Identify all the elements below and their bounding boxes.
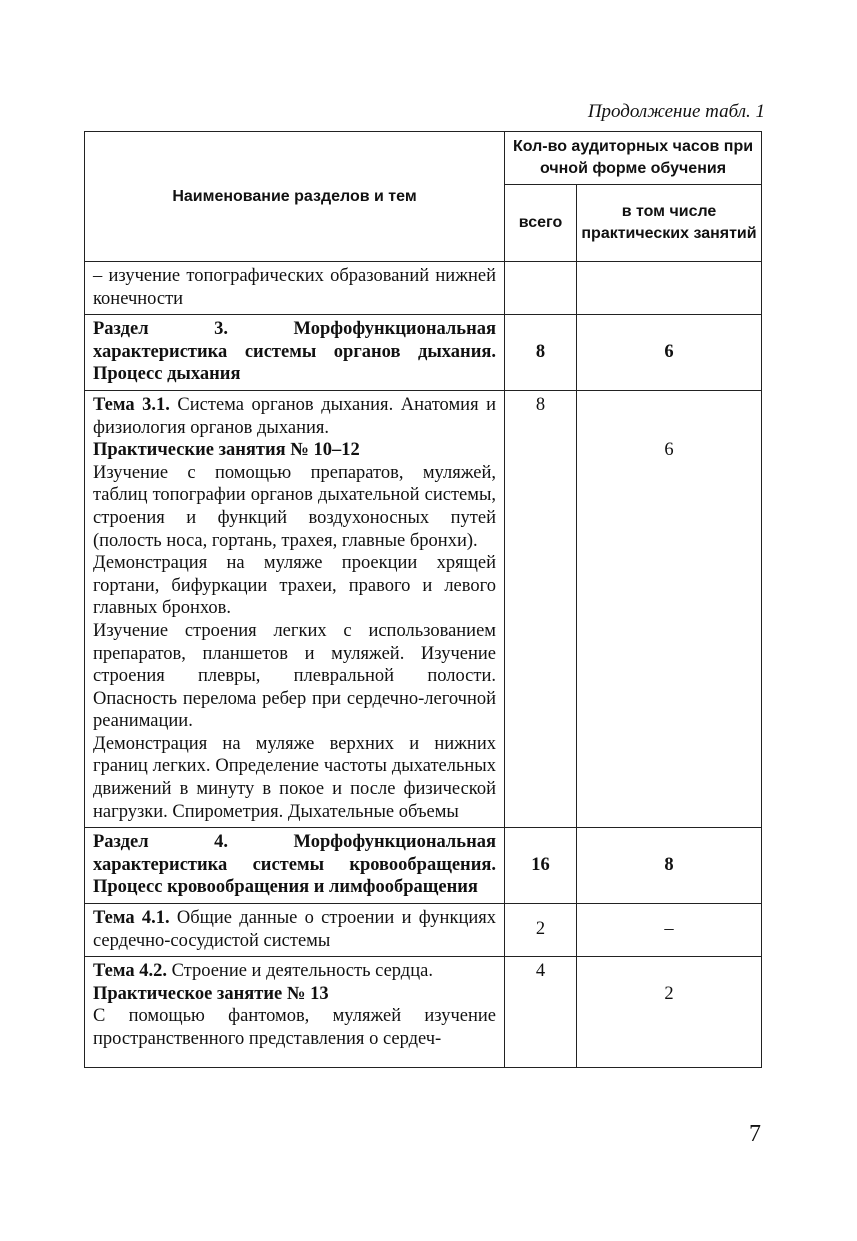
table-row-topic-4-2 (85, 957, 762, 1068)
header-name-column: Наименование разделов и тем (85, 132, 505, 262)
table-row-topic-3-1 (85, 390, 762, 827)
row-total: 8 (505, 315, 577, 391)
topic-title: Тема 3.1. (93, 394, 170, 415)
header-practice-column: в том числе практических занятий (577, 185, 762, 262)
row-practice: – (577, 904, 762, 957)
row-text: – изучение топографических образований нижней конечности (85, 262, 505, 315)
row-total (505, 262, 577, 315)
topic-4-2-cell (85, 957, 505, 1068)
section-4-title: Раздел 4. Морфофункциональная характеристика системы кровообращения. Процесс кровообращения и лимфообращения (85, 828, 505, 904)
practice-title: Практические занятия № 10–12 (93, 440, 360, 461)
section-3-title: Раздел 3. Морфофункциональная характеристика системы органов дыхания. Процесс дыхания (85, 315, 505, 391)
topic-title: Тема 4.1. (93, 908, 170, 929)
row-total: 8 (505, 390, 577, 827)
table-caption: Продолжение табл. 1 (587, 101, 765, 122)
practice-title: Практическое занятие № 13 (93, 983, 329, 1004)
header-hours-column: Кол-во аудиторных часов при очной форме обучения (505, 132, 762, 185)
table-row-section-4 (85, 828, 762, 904)
table-row (85, 262, 762, 315)
row-practice: 2 (577, 957, 762, 1068)
table-row-section-3 (85, 315, 762, 391)
topic-text: Строение и деятельность сердца. (171, 961, 433, 982)
paragraph: С помощью фантомов, муляжей изучение пространственного представления о сердеч- (93, 1006, 496, 1049)
table-row-topic-4-1 (85, 904, 762, 957)
curriculum-table (84, 131, 762, 1068)
header-row-1 (85, 132, 762, 185)
paragraph: Демонстрация на муляже верхних и нижних границ легких. Определение частоты дыхательных движений в минуту в покое и после физической нагрузки. Спирометрия. Дыхательные объемы (93, 733, 496, 822)
row-practice (577, 262, 762, 315)
topic-4-1-cell (85, 904, 505, 957)
row-practice: 8 (577, 828, 762, 904)
topic-title: Тема 4.2. (93, 961, 167, 982)
row-total: 16 (505, 828, 577, 904)
row-practice: 6 (577, 315, 762, 391)
paragraph: Изучение с помощью препаратов, муляжей, таблиц топографии органов дыхательной системы, строения и функций воздухоносных путей (полость носа, гортань, трахея, главные бронхи). (93, 462, 496, 551)
row-total: 4 (505, 957, 577, 1068)
paragraph: Демонстрация на муляже проекции хрящей гортани, бифуркации трахеи, правого и левого главных бронхов. (93, 553, 496, 619)
row-practice: 6 (577, 390, 762, 827)
row-total: 2 (505, 904, 577, 957)
topic-3-1-cell (85, 390, 505, 827)
header-total-column: всего (505, 185, 577, 262)
topic-text: Система органов дыхания. Анатомия и физиология органов дыхания. (93, 394, 497, 438)
paragraph: Изучение строения легких с использованием препаратов, планшетов и муляжей. Изучение строения плевры, плевральной полости. Опасность перелома ребер при сердечно-легочной реанимации. (93, 620, 496, 732)
page-number: 7 (749, 1121, 761, 1147)
topic-text: Общие данные о строении и функциях сердечно-сосудистой системы (93, 908, 497, 951)
